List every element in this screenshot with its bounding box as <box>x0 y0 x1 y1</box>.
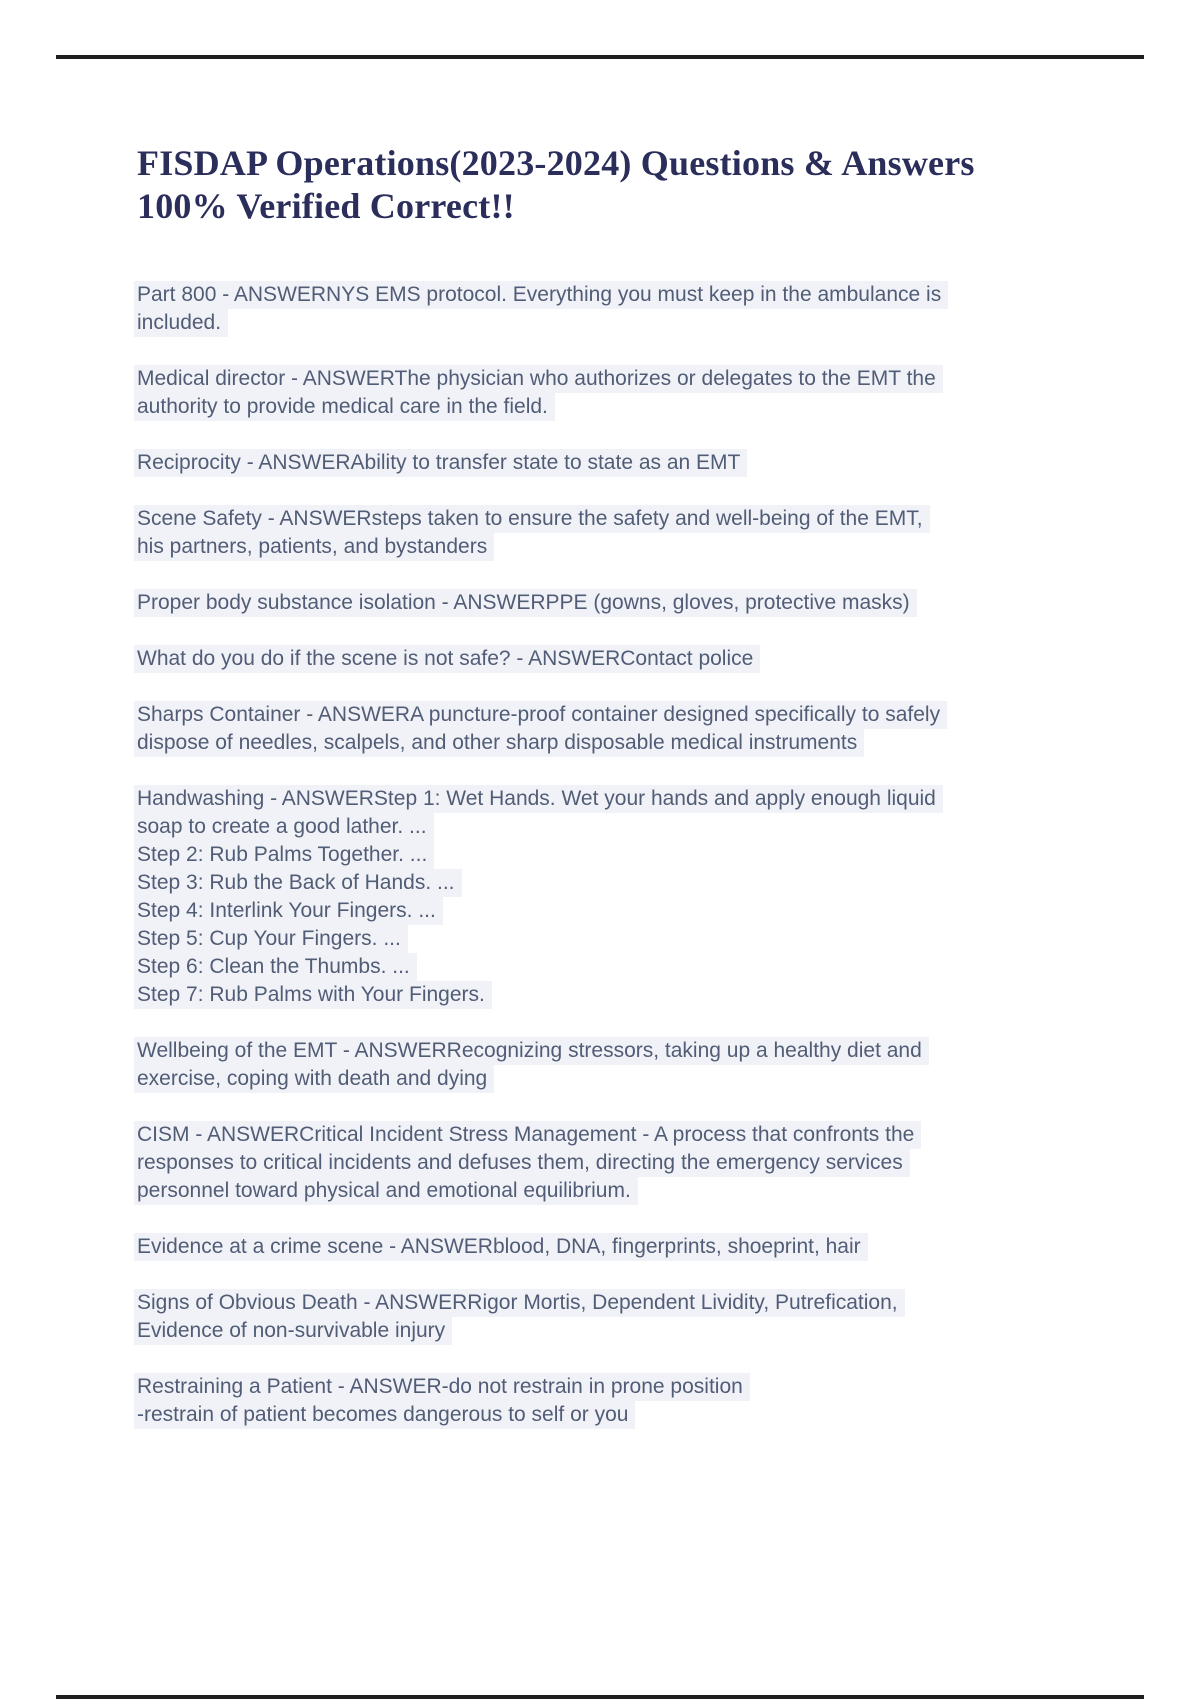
page-title-line-1: FISDAP Operations(2023-2024) Questions & Answers <box>137 143 975 183</box>
bottom-rule <box>56 1695 1144 1699</box>
qa-line: Evidence of non-survivable injury <box>134 1317 452 1345</box>
qa-line: Step 4: Interlink Your Fingers. ... <box>134 897 443 925</box>
qa-paragraph <box>134 1233 1064 1261</box>
qa-line: Step 5: Cup Your Fingers. ... <box>134 925 408 953</box>
qa-list <box>134 281 1064 1429</box>
top-rule <box>56 55 1144 59</box>
qa-line: -restrain of patient becomes dangerous to self or you <box>134 1401 635 1429</box>
qa-line: included. <box>134 309 228 337</box>
qa-paragraph <box>134 1289 1064 1345</box>
qa-line: Signs of Obvious Death - ANSWERRigor Mortis, Dependent Lividity, Putrefication, <box>134 1289 905 1317</box>
qa-line: responses to critical incidents and defuses them, directing the emergency services <box>134 1149 910 1177</box>
qa-paragraph <box>134 365 1064 421</box>
qa-line: Medical director - ANSWERThe physician who authorizes or delegates to the EMT the <box>134 365 943 393</box>
qa-line: Step 3: Rub the Back of Hands. ... <box>134 869 462 897</box>
qa-line: Evidence at a crime scene - ANSWERblood, DNA, fingerprints, shoeprint, hair <box>134 1233 868 1261</box>
qa-paragraph <box>134 589 1064 617</box>
qa-line: his partners, patients, and bystanders <box>134 533 494 561</box>
qa-paragraph <box>134 449 1064 477</box>
qa-line: Wellbeing of the EMT - ANSWERRecognizing stressors, taking up a healthy diet and <box>134 1037 929 1065</box>
qa-line: Restraining a Patient - ANSWER-do not restrain in prone position <box>134 1373 750 1401</box>
qa-line: Handwashing - ANSWERStep 1: Wet Hands. Wet your hands and apply enough liquid <box>134 785 943 813</box>
qa-line: Sharps Container - ANSWERA puncture-proof container designed specifically to safely <box>134 701 947 729</box>
qa-line: Reciprocity - ANSWERAbility to transfer state to state as an EMT <box>134 449 747 477</box>
qa-paragraph <box>134 1037 1064 1093</box>
qa-line: personnel toward physical and emotional equilibrium. <box>134 1177 638 1205</box>
qa-line: Step 6: Clean the Thumbs. ... <box>134 953 417 981</box>
qa-paragraph <box>134 505 1064 561</box>
qa-line: exercise, coping with death and dying <box>134 1065 494 1093</box>
qa-paragraph <box>134 1373 1064 1429</box>
qa-paragraph <box>134 281 1064 337</box>
qa-line: Part 800 - ANSWERNYS EMS protocol. Everything you must keep in the ambulance is <box>134 281 948 309</box>
qa-line: Proper body substance isolation - ANSWERPPE (gowns, gloves, protective masks) <box>134 589 917 617</box>
qa-line: Step 7: Rub Palms with Your Fingers. <box>134 981 492 1009</box>
qa-paragraph <box>134 701 1064 757</box>
qa-paragraph <box>134 1121 1064 1205</box>
page-title <box>137 142 1200 228</box>
qa-line: Step 2: Rub Palms Together. ... <box>134 841 434 869</box>
page-title-line-2: 100% Verified Correct!! <box>137 186 515 226</box>
qa-line: CISM - ANSWERCritical Incident Stress Management - A process that confronts the <box>134 1121 921 1149</box>
qa-paragraph <box>134 645 1064 673</box>
qa-line: What do you do if the scene is not safe? - ANSWERContact police <box>134 645 760 673</box>
qa-line: soap to create a good lather. ... <box>134 813 434 841</box>
qa-paragraph <box>134 785 1064 1009</box>
qa-line: Scene Safety - ANSWERsteps taken to ensure the safety and well-being of the EMT, <box>134 505 930 533</box>
qa-line: dispose of needles, scalpels, and other sharp disposable medical instruments <box>134 729 864 757</box>
qa-line: authority to provide medical care in the field. <box>134 393 555 421</box>
